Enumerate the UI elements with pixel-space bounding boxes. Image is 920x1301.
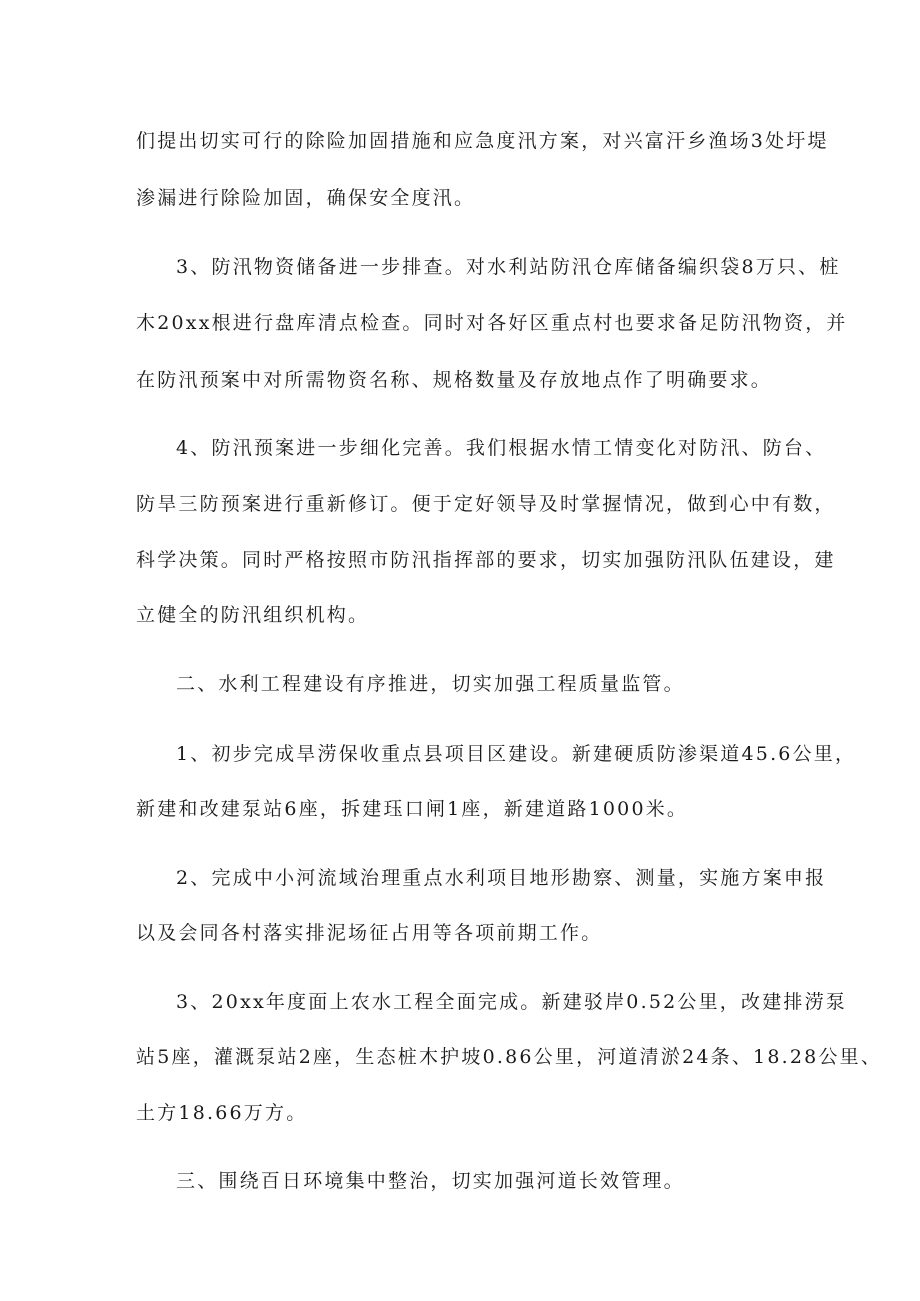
paragraph-3-start: 3、防汛物资储备进一步排查。对水利站防汛仓库储备编织袋8万只、桩: [176, 256, 841, 278]
section-heading-2: 二、水利工程建设有序推进，切实加强工程质量监管。: [176, 673, 685, 695]
text-line: 以及会同各村落实排泥场征占用等各项前期工作。: [136, 922, 603, 944]
text-line: 们提出切实可行的除险加固措施和应急度汛方案，对兴富汗乡渔场3处圩堤: [136, 130, 829, 152]
item-2-start: 2、完成中小河流域治理重点水利项目地形勘察、测量，实施方案申报: [176, 867, 827, 889]
text-line: 渗漏进行除险加固，确保安全度汛。: [136, 187, 476, 209]
text-line: 立健全的防汛组织机构。: [136, 604, 370, 626]
text-line: 在防汛预案中对所需物资名称、规格数量及存放地点作了明确要求。: [136, 369, 773, 391]
paragraph-4-start: 4、防汛预案进一步细化完善。我们根据水情工情变化对防汛、防台、: [176, 437, 827, 459]
section-heading-3: 三、围绕百日环境集中整治，切实加强河道长效管理。: [176, 1170, 685, 1192]
item-3-start: 3、20xx年度面上农水工程全面完成。新建驳岸0.52公里，改建排涝泵: [176, 991, 848, 1013]
text-line: 防旱三防预案进行重新修订。便于定好领导及时掌握情况，做到心中有数，: [136, 493, 836, 515]
text-line: 土方18.66万方。: [136, 1102, 308, 1124]
text-line: 木20xx根进行盘库清点检查。同时对各好区重点村也要求备足防汛物资，并: [136, 312, 848, 334]
text-line: 新建和改建泵站6座，拆建珏口闸1座，新建道路1000米。: [136, 798, 689, 820]
item-1-start: 1、初步完成旱涝保收重点县项目区建设。新建硬质防渗渠道45.6公里，: [176, 743, 857, 765]
text-line: 站5座，灌溉泵站2座，生态桩木护坡0.86公里，河道清淤24条、18.28公里、: [136, 1046, 883, 1068]
text-line: 科学决策。同时严格按照市防汛指挥部的要求，切实加强防汛队伍建设，建: [136, 549, 836, 571]
